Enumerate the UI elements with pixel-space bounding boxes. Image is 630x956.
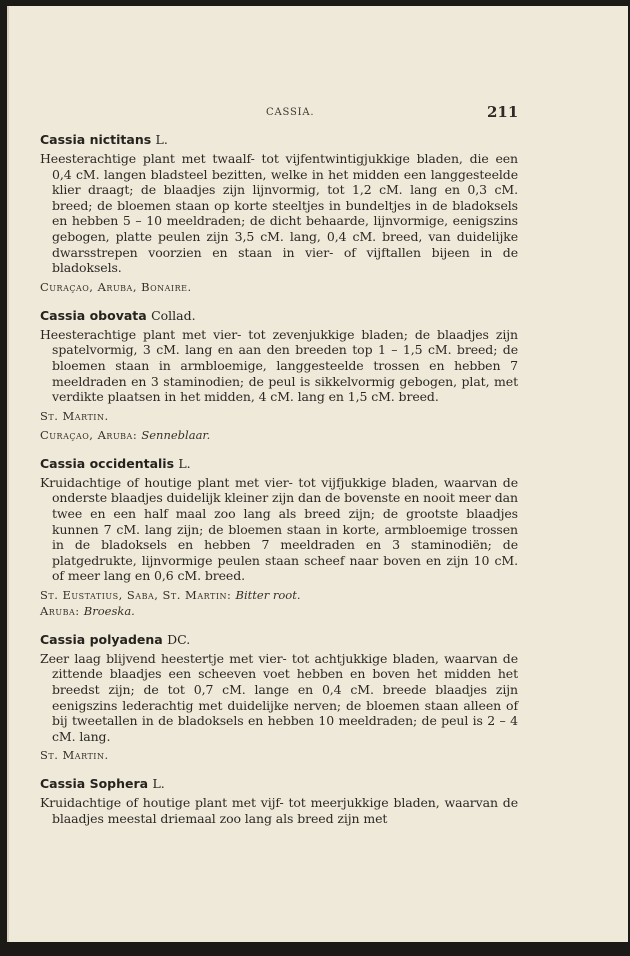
distribution-line xyxy=(40,604,518,619)
author-abbrev: L. xyxy=(178,455,191,471)
running-title: CASSIA. xyxy=(266,107,315,118)
entry-description: Zeer laag blijvend heestertje met vier- tot achtjukkige bladen, waarvan de zittende blaadjes een scheeven voet hebben en boven het midden het breedst zijn; de tot 0,7 cM. lange en 0,4 cM. breede blaadjes zijn eenigszins lederachtig met duidelijke nerven; de bloemen staan alleen of bij tweetallen in de bladoksels en hebben 10 meeldraden; de peul is 2 – 4 cM. lang. xyxy=(40,650,518,744)
author-abbrev: L. xyxy=(155,132,168,147)
distribution-line xyxy=(40,280,518,295)
book-page xyxy=(7,6,628,942)
species-name: Sophera xyxy=(89,776,149,792)
distribution-line xyxy=(40,409,518,424)
entry-description: Heesterachtige plant met vier- tot zevenjukkige bladen; de blaadjes zijn spatelvormig, 3 cM. lang en aan den breeden top 1 – 1,5 cM. breed; de bloemen staan in armbloemige, langgesteelde trossen en hebben 7 meeldraden en 3 staminodien; de peul is sikkelvormig gebogen, plat, met verdikte plaatsen in het midden, 4 cM. lang en 1,5 cM. breed. xyxy=(40,326,518,405)
entry-title xyxy=(40,308,518,324)
page-number: 211 xyxy=(487,103,519,121)
author-abbrev: DC. xyxy=(167,631,191,647)
genus-name: Cassia xyxy=(40,776,86,792)
genus-name: Cassia xyxy=(40,631,86,647)
author-abbrev: Collad. xyxy=(151,307,196,323)
entry-cassia-sophera xyxy=(40,776,518,826)
entry-title xyxy=(40,632,518,648)
distribution-islands: St. Martin. xyxy=(40,748,109,763)
entry-title xyxy=(40,776,518,792)
page-header xyxy=(9,103,628,123)
entry-description: Kruidachtige of houtige plant met vier- tot vijfjukkige bladen, waarvan de onderste blaadjes duidelijk kleiner zijn dan de bovenste en nooit meer dan twee en een half maal zoo lang als breed zijn; de grootste blaadjes kunnen 7 cM. lang zijn; de bloemen staan in korte, armbloemige trossen in de bladoksels en hebben 7 meeldraden en 3 staminodiën; de platgedrukte, lijnvormige peulen staan scheef naar boven en zijn 10 cM. of meer lang en 0,6 cM. breed. xyxy=(40,474,518,584)
distribution-line xyxy=(40,588,518,603)
distribution-islands: Curaçao, Aruba: xyxy=(40,427,142,442)
distribution-islands: Curaçao, Aruba, Bonaire. xyxy=(40,279,192,294)
distribution-islands: St. Eustatius, Saba, St. Martin: xyxy=(40,587,236,602)
species-name: occidentalis xyxy=(89,455,175,471)
page-content xyxy=(40,132,518,827)
author-abbrev: L. xyxy=(152,776,165,792)
vernacular-name: Broeska. xyxy=(83,603,135,618)
entry-cassia-occidentalis xyxy=(40,456,518,619)
species-name: polyadena xyxy=(89,631,163,647)
vernacular-name: Senneblaar. xyxy=(141,427,211,442)
distribution-islands: St. Martin. xyxy=(40,408,109,423)
species-name: nictitans xyxy=(89,132,152,147)
distribution-islands: Aruba: xyxy=(40,603,84,618)
genus-name: Cassia xyxy=(40,307,86,323)
species-name: obovata xyxy=(89,307,147,323)
distribution-line xyxy=(40,748,518,763)
entry-description: Heesterachtige plant met twaalf- tot vijfentwintigjukkige bladen, die een 0,4 cM. langen bladsteel bezitten, welke in het midden een langgesteelde klier draagt; de blaadjes zijn lijnvormig, tot 1,2 cM. lang en 0,3 cM. breed; de bloemen staan op korte steeltjes in bundeltjes in de bladoksels en hebben 5 – 10 meeldraden; de dicht behaarde, lijnvormige, eenigszins gebogen, platte peulen zijn 3,5 cM. lang, 0,4 cM. breed, van duidelijke dwarsstrepen voorzien en staan in vier- of vijftallen bijeen in de bladoksels. xyxy=(40,151,518,276)
genus-name: Cassia xyxy=(40,132,86,147)
vernacular-name: Bitter root. xyxy=(235,587,301,602)
entry-title xyxy=(40,456,518,472)
entry-cassia-obovata xyxy=(40,308,518,443)
entry-description: Kruidachtige of houtige plant met vijf- tot meerjukkige bladen, waarvan de blaadjes meestal driemaal zoo lang als breed zijn met xyxy=(40,795,518,827)
distribution-line xyxy=(40,428,518,443)
entry-cassia-polyadena xyxy=(40,632,518,764)
entry-cassia-nictitans xyxy=(40,132,518,295)
entry-title xyxy=(40,132,518,148)
genus-name: Cassia xyxy=(40,455,86,471)
